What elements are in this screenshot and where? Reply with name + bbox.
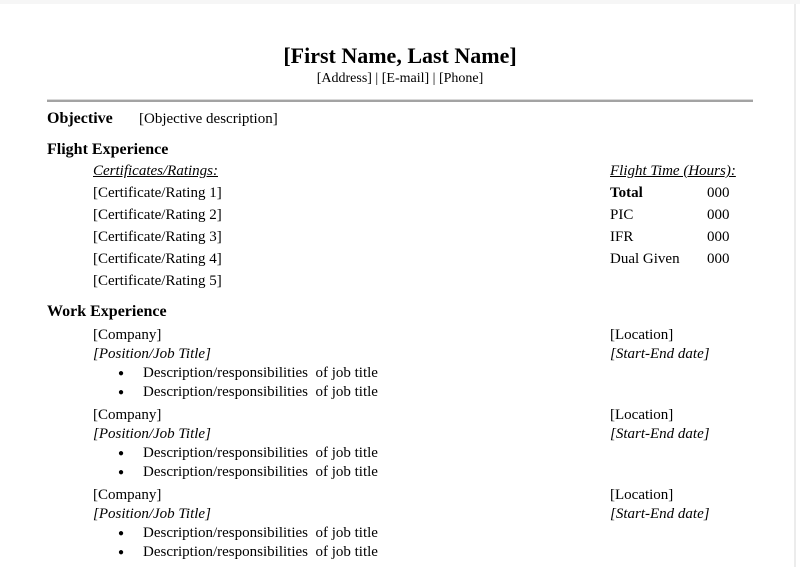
work-entry	[47, 486, 750, 562]
bullet-icon: ●	[118, 528, 125, 539]
objective-label: Objective	[47, 110, 113, 127]
location: [Location]	[610, 327, 674, 343]
certificates-heading: Certificates/Ratings:	[93, 163, 218, 179]
bullet-text: Description/responsibilities of job title	[143, 445, 378, 461]
flight-time-value: 000	[707, 207, 730, 223]
bullet-item	[118, 383, 750, 402]
page-top-edge	[0, 0, 800, 4]
company: [Company]	[93, 407, 162, 423]
flight-time-value: 000	[707, 251, 730, 267]
bullet-text: Description/responsibilities of job title	[143, 464, 378, 480]
objective-description: [Objective description]	[139, 111, 278, 127]
flight-experience-section	[47, 160, 750, 292]
bullet-item	[118, 524, 750, 543]
flight-time-row	[610, 182, 770, 204]
position-title: [Position/Job Title]	[93, 426, 211, 442]
position-title: [Position/Job Title]	[93, 346, 211, 362]
location: [Location]	[610, 487, 674, 503]
bullet-icon: ●	[118, 467, 125, 478]
work-entry-side	[610, 406, 770, 444]
certificate-item: [Certificate/Rating 4]	[93, 251, 222, 267]
flight-time-table	[610, 160, 770, 270]
flight-time-value: 000	[707, 229, 730, 245]
document-body	[0, 109, 800, 562]
flight-time-label: Total	[610, 185, 643, 201]
bullet-item	[118, 444, 750, 463]
flight-time-row	[610, 226, 770, 248]
flight-time-label: IFR	[610, 229, 634, 245]
certificate-item: [Certificate/Rating 5]	[93, 273, 222, 289]
work-entry-side	[610, 486, 770, 524]
start-end-date: [Start-End date]	[610, 506, 710, 522]
certificate-item: [Certificate/Rating 2]	[93, 207, 222, 223]
bullet-text: Description/responsibilities of job title	[143, 525, 378, 541]
contact-line: [Address] | [E-mail] | [Phone]	[316, 71, 484, 86]
bullet-text: Description/responsibilities of job title	[143, 365, 378, 381]
bullet-icon: ●	[118, 547, 125, 558]
flight-time-row	[610, 204, 770, 226]
work-entry-side	[610, 326, 770, 364]
start-end-date: [Start-End date]	[610, 426, 710, 442]
bullet-item	[118, 543, 750, 562]
certificate-item: [Certificate/Rating 3]	[93, 229, 222, 245]
company: [Company]	[93, 327, 162, 343]
flight-time-row	[610, 248, 770, 270]
bullet-text: Description/responsibilities of job title	[143, 544, 378, 560]
flight-experience-heading: Flight Experience	[47, 141, 169, 158]
flight-time-label: PIC	[610, 207, 634, 223]
flight-time-label: Dual Given	[610, 251, 680, 267]
bullet-icon: ●	[118, 368, 125, 379]
bullet-text: Description/responsibilities of job title	[143, 384, 378, 400]
header	[0, 0, 800, 88]
bullet-icon: ●	[118, 387, 125, 398]
bullet-item	[118, 364, 750, 383]
name-title: [First Name, Last Name]	[283, 43, 517, 68]
work-experience-heading: Work Experience	[47, 303, 167, 320]
header-divider	[47, 99, 753, 102]
position-title: [Position/Job Title]	[93, 506, 211, 522]
work-entry	[47, 406, 750, 482]
company: [Company]	[93, 487, 162, 503]
page-right-edge	[794, 4, 796, 567]
flight-time-value: 000	[707, 185, 730, 201]
objective-section	[47, 109, 750, 129]
bullet-item	[118, 463, 750, 482]
certificate-item: [Certificate/Rating 1]	[93, 185, 222, 201]
bullet-icon: ●	[118, 448, 125, 459]
work-entry	[47, 326, 750, 402]
location: [Location]	[610, 407, 674, 423]
start-end-date: [Start-End date]	[610, 346, 710, 362]
flight-time-heading: Flight Time (Hours):	[610, 163, 736, 179]
